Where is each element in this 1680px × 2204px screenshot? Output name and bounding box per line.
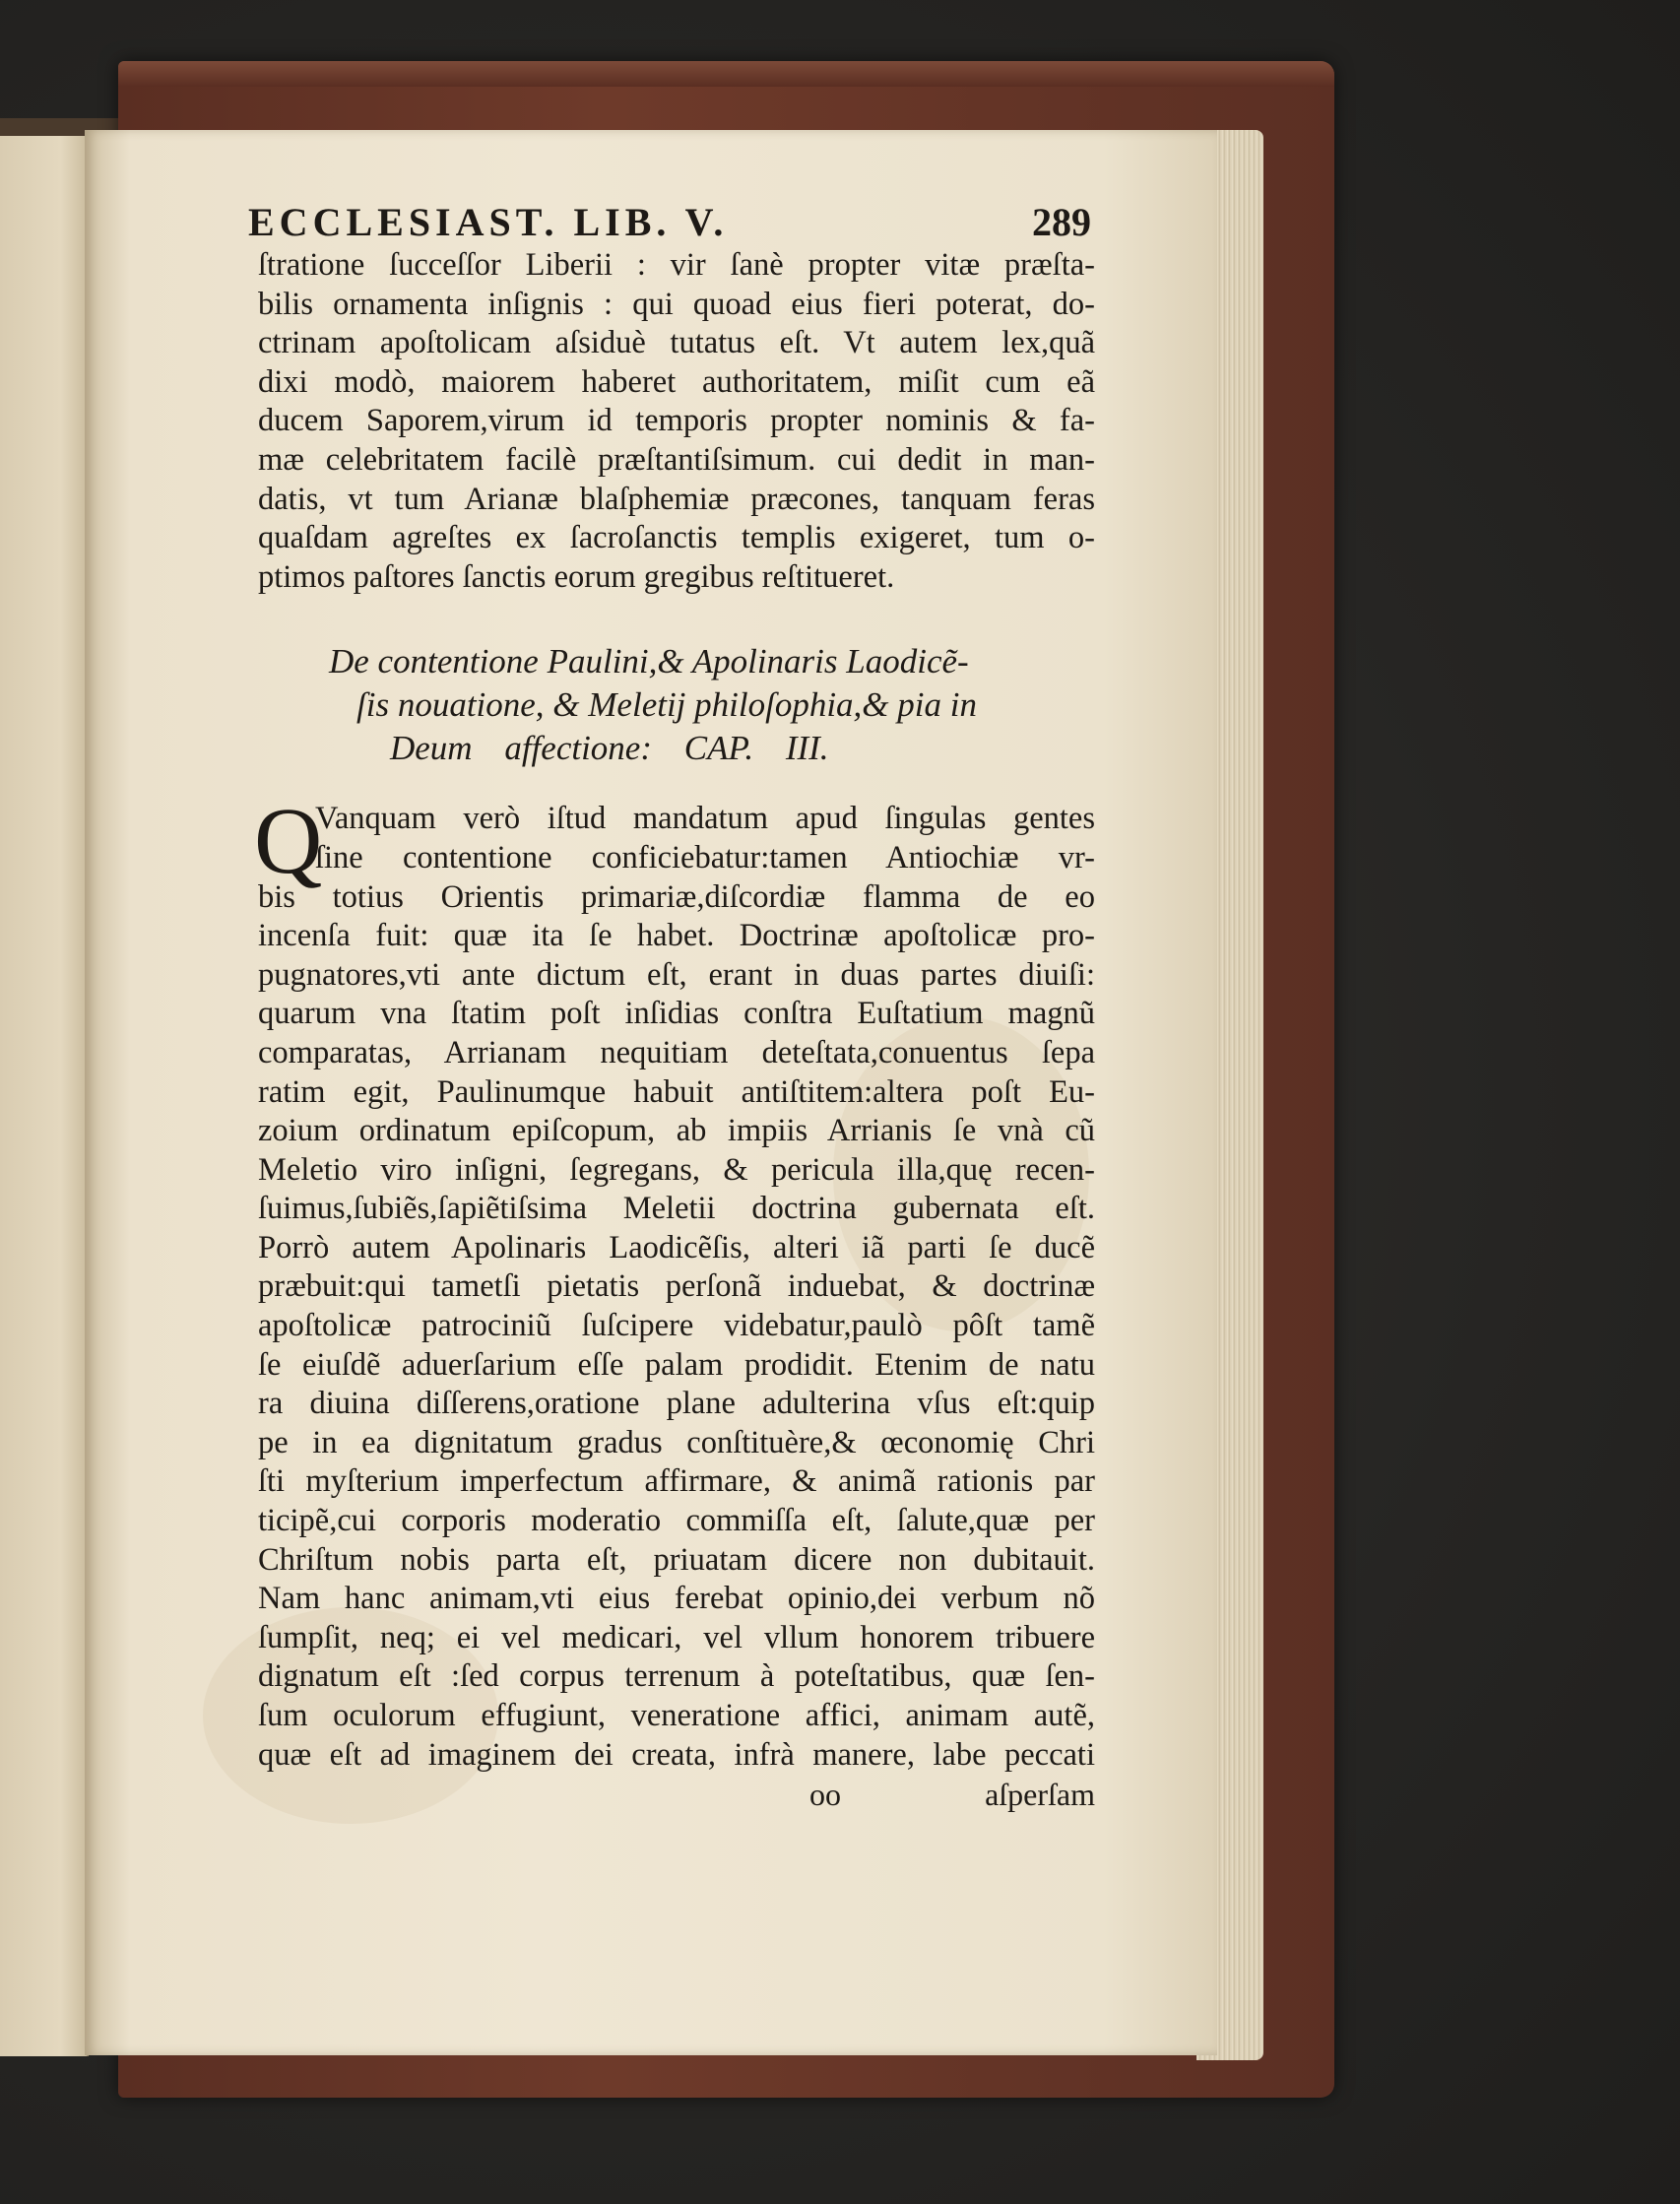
chapter-heading bbox=[329, 640, 1038, 770]
text-line: dixi modò, maiorem haberet authoritatem, miſit cum eã bbox=[258, 363, 1095, 400]
facing-page-edge bbox=[0, 136, 89, 2056]
text-line: pe in ea dignitatum gradus conſtituère,& œconomię Chri bbox=[258, 1424, 1095, 1460]
text-line: Meletio viro inſigni, ſegregans, & pericula illa,quę recen- bbox=[258, 1151, 1095, 1188]
initial-letter: Q bbox=[254, 788, 323, 894]
text-line: pugnatores,vti ante dictum eſt, erant in duas partes diuiſi: bbox=[258, 956, 1095, 993]
text-line: quaſdam agreſtes ex ſacroſanctis templis exigeret, tum o- bbox=[258, 520, 1095, 556]
text-line: ſtratione ſucceſſor Liberii : vir ſanè propter vitæ præſta- bbox=[258, 247, 1095, 283]
chapter-body bbox=[254, 788, 1095, 1814]
book-cover-edge bbox=[118, 61, 1334, 87]
page-footer bbox=[258, 1775, 1095, 1814]
text-line: apoſtolicæ patrociniũ ſuſcipere videbatur,paulò pôſt tamẽ bbox=[258, 1308, 1095, 1344]
text-line: comparatas, Arrianam nequitiam deteſtata,conuentus ſepa bbox=[258, 1034, 1095, 1070]
page-number: 289 bbox=[1032, 200, 1091, 244]
running-head bbox=[175, 199, 1091, 246]
continued-paragraph bbox=[258, 246, 1095, 597]
heading-line: De contentione Paulini,& Apolinaris Laodicẽ- bbox=[329, 642, 969, 681]
text-line: præbuit:qui tametſi pietatis perſonã induebat, & doctrinæ bbox=[258, 1268, 1095, 1305]
text-line: dignatum eſt :ſed corpus terrenum à poteſtatibus, quæ ſen- bbox=[258, 1658, 1095, 1695]
text-line: Porrò autem Apolinaris Laodicẽſis, alteri iã parti ſe ducẽ bbox=[258, 1229, 1095, 1265]
text-line: ducem Saporem,virum id temporis propter nominis & fa- bbox=[258, 403, 1095, 439]
text-line: ſumpſit, neq; ei vel medicari, vel vllum honorem tribuere bbox=[258, 1619, 1095, 1655]
text-line: ſine contentione conficiebatur:tamen Antiochiæ vr- bbox=[315, 839, 1095, 875]
text-line: Vanquam verò iſtud mandatum apud ſingulas gentes bbox=[315, 801, 1095, 837]
catchword: aſperſam bbox=[985, 1777, 1095, 1813]
text-line: ptimos paſtores ſanctis eorum gregibus reſtitueret. bbox=[258, 558, 895, 595]
text-line: ſum oculorum effugiunt, veneratione affici, animam autẽ, bbox=[258, 1698, 1095, 1733]
text-line: ctrinam apoſtolicam aſsiduè tutatus eſt. Vt autem lex,quã bbox=[258, 325, 1095, 361]
book-page bbox=[85, 130, 1217, 2055]
text-line: quarum vna ſtatim poſt inſidias conſtra Euſtatium magnũ bbox=[258, 996, 1095, 1032]
text-line: mæ celebritatem facilè præſtantiſsimum. cui dedit in man- bbox=[258, 441, 1095, 478]
text-line: quæ eſt ad imaginem dei creata, infrà manere, labe peccati bbox=[258, 1736, 1095, 1773]
text-line: incenſa fuit: quæ ita ſe habet. Doctrinæ apoſtolicæ pro- bbox=[258, 918, 1095, 954]
heading-line: ſis nouatione, & Meletij philoſophia,& pia in bbox=[356, 685, 977, 725]
text-line: bis totius Orientis primariæ,diſcordiæ flamma de eo bbox=[258, 878, 1095, 915]
text-line: Chriſtum nobis parta eſt, priuatam dicere non dubitauit. bbox=[258, 1541, 1095, 1578]
text-line: ſe eiuſdẽ aduerſarium eſſe palam prodidit. Etenim de natu bbox=[258, 1346, 1095, 1383]
text-line: Nam hanc animam,vti eius ferebat opinio,dei verbum nõ bbox=[258, 1581, 1095, 1617]
text-line: datis, vt tum Arianæ blaſphemiæ præcones, tanquam feras bbox=[258, 481, 1095, 517]
text-line: bilis ornamenta inſignis : qui quoad eius fieri poterat, do- bbox=[258, 286, 1095, 322]
heading-line: Deum affectione: CAP. III. bbox=[390, 729, 829, 768]
signature-mark: oo bbox=[809, 1777, 841, 1813]
text-line: ratim egit, Paulinumque habuit antiſtitem:altera poſt Eu- bbox=[258, 1073, 1095, 1110]
running-title: ECCLESIAST. LIB. V. bbox=[248, 200, 729, 244]
text-line: zoium ordinatum epiſcopum, ab impiis Arrianis ſe vnà cũ bbox=[258, 1113, 1095, 1149]
text-line: ra diuina diſſerens,oratione plane adulterina vſus eſt:quip bbox=[258, 1386, 1095, 1422]
text-line: ſti myſterium imperfectum affirmare, & animã rationis par bbox=[258, 1463, 1095, 1500]
text-line: ſuimus,ſubiẽs,ſapiẽtiſsima Meletii doctrina gubernata eſt. bbox=[258, 1191, 1095, 1227]
text-block bbox=[175, 199, 1095, 1814]
text-line: ticipẽ,cui corporis moderatio commiſſa eſt, ſalute,quæ per bbox=[258, 1503, 1095, 1539]
